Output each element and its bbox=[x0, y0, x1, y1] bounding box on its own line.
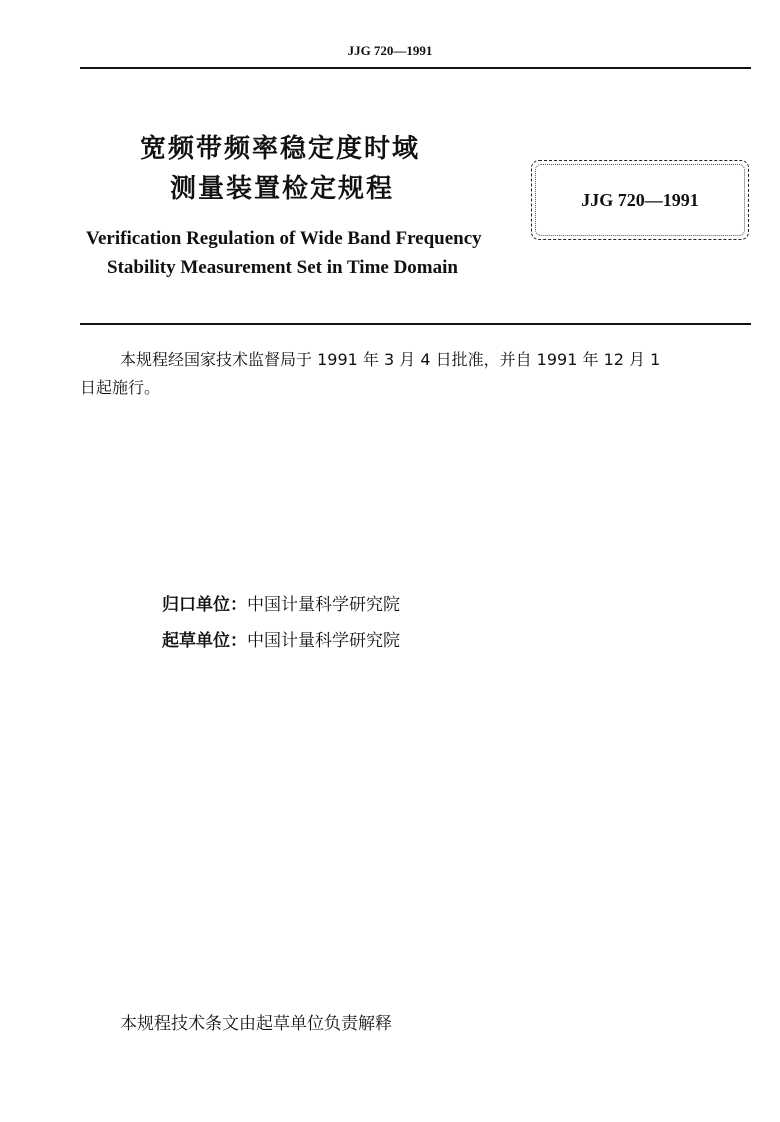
header-standard-code: JJG 720—1991 bbox=[347, 43, 433, 58]
header-rule bbox=[80, 67, 751, 69]
standard-code-box bbox=[531, 160, 749, 240]
code-box-label: JJG 720—1991 bbox=[581, 189, 699, 210]
approval-statement bbox=[80, 346, 751, 402]
approval-line2: 日起施行。 bbox=[80, 378, 161, 397]
drafting-unit-value: 中国计量科学研究院 bbox=[247, 631, 400, 651]
title-rule bbox=[80, 323, 751, 325]
interpretation-note: 本规程技术条文由起草单位负责解释 bbox=[120, 1014, 392, 1034]
responsible-unit bbox=[162, 590, 400, 615]
title-zh-line1: 宽频带频率稳定度时域 bbox=[140, 134, 421, 164]
responsible-unit-label: 归口单位： bbox=[162, 595, 247, 615]
title-zh-line2: 测量装置检定规程 bbox=[170, 174, 395, 204]
title-en-line2: Stability Measurement Set in Time Domain bbox=[107, 257, 458, 278]
drafting-unit bbox=[162, 626, 400, 651]
title-en-line1: Verification Regulation of Wide Band Frequency bbox=[86, 228, 482, 249]
responsible-unit-value: 中国计量科学研究院 bbox=[247, 595, 400, 615]
drafting-unit-label: 起草单位： bbox=[162, 631, 247, 651]
approval-line1: 本规程经国家技术监督局于 1991 年 3 月 4 日批准，并自 1991 年 12 月 1 bbox=[120, 350, 661, 369]
